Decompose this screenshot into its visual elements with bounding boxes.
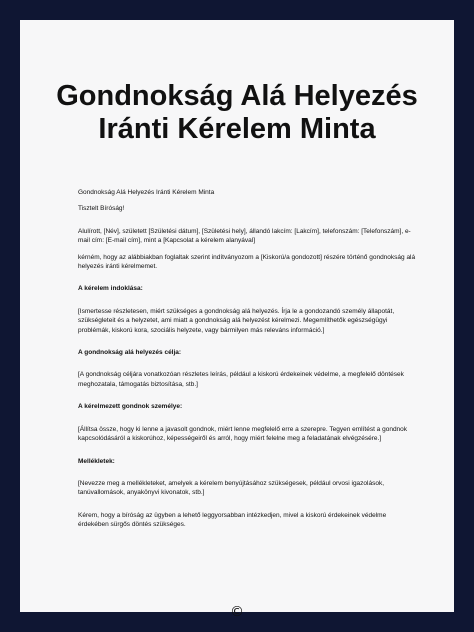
request-paragraph: kérném, hogy az alábbiakban foglaltak szerint indítványozom a [Kiskorú/a gondozott] részére történő gondnokság alá helyezés iránti kérelmemet. — [78, 253, 416, 271]
copyright-icon: © — [230, 604, 244, 620]
greeting: Tisztelt Bíróság! — [78, 205, 125, 213]
intro-paragraph: Alulírott, [Név], született [Születési dátum], [Születési hely], állandó lakcím: [Lakcím], telefonszám: [Telefonszám], e-mail cím: [E-mail cím], mint a [Kapcsolat a kérelem alanyával] — [78, 227, 411, 245]
document-page — [20, 20, 454, 620]
doc-heading: Gondnokság Alá Helyezés Iránti Kérelem Minta — [78, 189, 215, 196]
section-text-purpose: [A gondnokság céljára vonatkozóan részletes leírás, például a kiskorú érdekeinek védelme, a megfelelő döntések meghozatala, támogatás biztosítása, stb.] — [78, 371, 404, 388]
section-heading-reason: A kérelem indoklása: — [78, 285, 143, 293]
closing-paragraph: Kérem, hogy a bíróság az ügyben a lehető leggyorsabban intézkedjen, mivel a kiskorú érdekeinek védelme érdekében sürgős döntés szükséges. — [78, 511, 387, 529]
section-heading-guardian: A kérelmezett gondnok személye: — [78, 403, 183, 411]
section-text-guardian: [Állítsa össze, hogy ki lenne a javasolt gondnok, miért lenne megfelelő erre a szerepre. Tegyen említést a gondnok kapcsolódásáról a kiskorúhoz, képességeiről és arról, hogy miért felelne meg a feladatának elvégzésére.] — [78, 425, 408, 443]
section-heading-attachments: Mellékletek: — [78, 457, 115, 465]
document-body — [78, 188, 418, 543]
page-title: Gondnokság Alá Helyezés Iránti Kérelem Minta — [56, 80, 418, 145]
section-text-reason: [Ismertesse részletesen, miért szükséges a gondnokság alá helyezés. Írja le a gondozandó személy állapotát, szükségleteit és a helyzetet, ami miatt a gondnokság alá helyezést kérelmezi. Megemlíthetők egészségügyi problémák, kiskorú kora, szociális helyzete, vagy bármilyen más releváns információ.] — [78, 307, 395, 334]
section-text-attachments: [Nevezze meg a mellékleteket, amelyek a kérelem benyújtásához szükségesek, például orvosi igazolások, tanúvallomások, anyakönyvi kivonatok, stb.] — [78, 479, 385, 497]
section-heading-purpose: A gondnokság alá helyezés célja: — [78, 349, 182, 357]
